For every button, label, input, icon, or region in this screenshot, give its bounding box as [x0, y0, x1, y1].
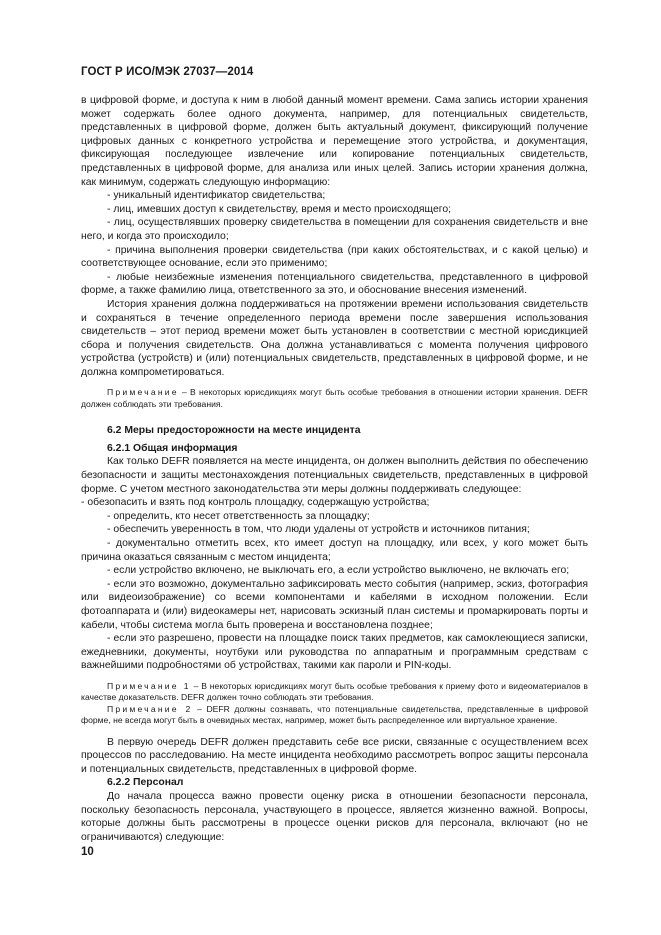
list-item: - лиц, осуществлявших проверку свидетельства в помещении для сохранения свидетельств и вне него, и когда это происходило;	[81, 217, 588, 242]
note-label: Примечание	[107, 387, 179, 398]
list-item: - лиц, имевших доступ к свидетельству, время и место происходящего;	[107, 203, 451, 215]
list-item: - документально отметить всех, кто имеет доступ на площадку, или всех, у кого может быть причина оказаться связанным с местом инцидента;	[81, 538, 588, 563]
list-item: - если это возможно, документально зафиксировать место события (например, эскиз, фотография или видеоизображение) со всеми компонентами и кабелями в исходном положении. Если фотоаппарата и (или) видеокамеры нет, нарисовать эскизный план системы и промаркировать порты и кабели, чтобы система могла быть проверена и восстановлена позднее;	[81, 578, 588, 631]
note	[81, 704, 588, 727]
note-text: – DEFR должны сознавать, что потенциальные свидетельства, представленные в цифровой форме, не всегда могут быть в очевидных местах, например, может быть распределенное или виртуальное хранение.	[81, 703, 588, 726]
list-item: - обеспечить уверенность в том, что люди удалены от устройств и источников питания;	[107, 524, 530, 536]
page-number: 10	[81, 846, 94, 858]
list-item: - если это разрешено, провести на площадке поиск таких предметов, как самоклеющиеся записки, ежедневники, документы, ноутбуки или руководства по аппаратным и программным средствам с важнейшими подробностями об устройствах, такими как пароли и PIN-коды.	[81, 633, 588, 672]
page-body	[81, 94, 588, 844]
note	[81, 681, 588, 704]
paragraph: До начала процесса важно провести оценку риска в отношении безопасности персонала, поскольку безопасность персонала, участвующего в процессе, является жизненно важной. Вопросы, которые должны быть рассмотрены в процессе оценки рисков для персонала, включают (но не ограничиваются) следующие:	[81, 790, 588, 843]
note-label: Примечание 2	[107, 703, 193, 714]
list-item: - причина выполнения проверки свидетельства (при каких обстоятельствах, и с какой целью) и соответствующее основание, если это применимо;	[81, 244, 588, 270]
subsection-heading: 6.2.2 Персонал	[107, 777, 184, 789]
note-text: – В некоторых юрисдикциях могут быть особые требования к приему фото и видеоматериалов в качестве доказательств. DEFR должен точно соблюдать эти требования.	[81, 680, 588, 703]
list-item: - обезопасить и взять под контроль площадку, содержащую устройства;	[81, 497, 430, 509]
list-item: - определить, кто несет ответственность за площадку;	[107, 510, 370, 522]
standard-header: ГОСТ Р ИСО/МЭК 27037—2014	[81, 66, 254, 78]
list-item: - если устройство включено, не выключать его, а если устройство выключено, не включать его;	[107, 565, 570, 577]
section-heading: 6.2 Меры предосторожности на месте инцидента	[107, 425, 361, 437]
paragraph: Как только DEFR появляется на месте инцидента, он должен выполнить действия по обеспечению безопасности и защиты местонахождения потенциальных свидетельств, представленных в цифровой форме. С учетом местного законодательства эти меры должны поддерживать следующее:	[81, 456, 588, 495]
paragraph: в цифровой форме, и доступа к ним в любой данный момент времени. Сама запись истории хранения может содержать более одного документа, например, для потенциальных свидетельств, представленных в цифровой форме, должен быть актуальный документ, фиксирующий получение цифровых данных с конкретного устройства и перемещение этого устройства, и документация, фиксирующая последующее извлечение или копирование потенциальных свидетельств, представленных в цифровой форме, для анализа или иных целей. Запись истории хранения должна, как минимум, содержать следующую информацию:	[81, 95, 588, 188]
paragraph: В первую очередь DEFR должен представить себе все риски, связанные с осуществлением всех процессов по расследованию. На месте инцидента необходимо рассмотреть вопрос защиты персонала и потенциальных свидетельств, представленных в цифровой форме.	[81, 736, 588, 775]
subsection-heading: 6.2.1 Общая информация	[107, 442, 238, 454]
paragraph: История хранения должна поддерживаться на протяжении времени использования свидетельств и сохраняться в течение определенного периода времени после завершения использования свидетельств – этот период времени может быть установлен в соответствии с местной юрисдикцией сбора и получения свидетельств. Она должна устанавливаться с момента получения цифрового устройства (устройств) и (или) потенциальных свидетельств, представленных в цифровой форме, и не должна компрометироваться.	[81, 298, 588, 378]
list-item: - уникальный идентификатор свидетельства;	[107, 190, 326, 202]
note-text: – В некоторых юрисдикциях могут быть особые требования в отношении истории хранения. DEFR должен соблюдать эти требования.	[81, 387, 588, 409]
note	[81, 387, 588, 410]
list-item: - любые неизбежные изменения потенциального свидетельства, представленного в цифровой форме, а также фамилию лица, ответственного за это, и обоснование внесения изменений.	[81, 271, 588, 297]
note-label: Примечание 1	[107, 680, 191, 691]
